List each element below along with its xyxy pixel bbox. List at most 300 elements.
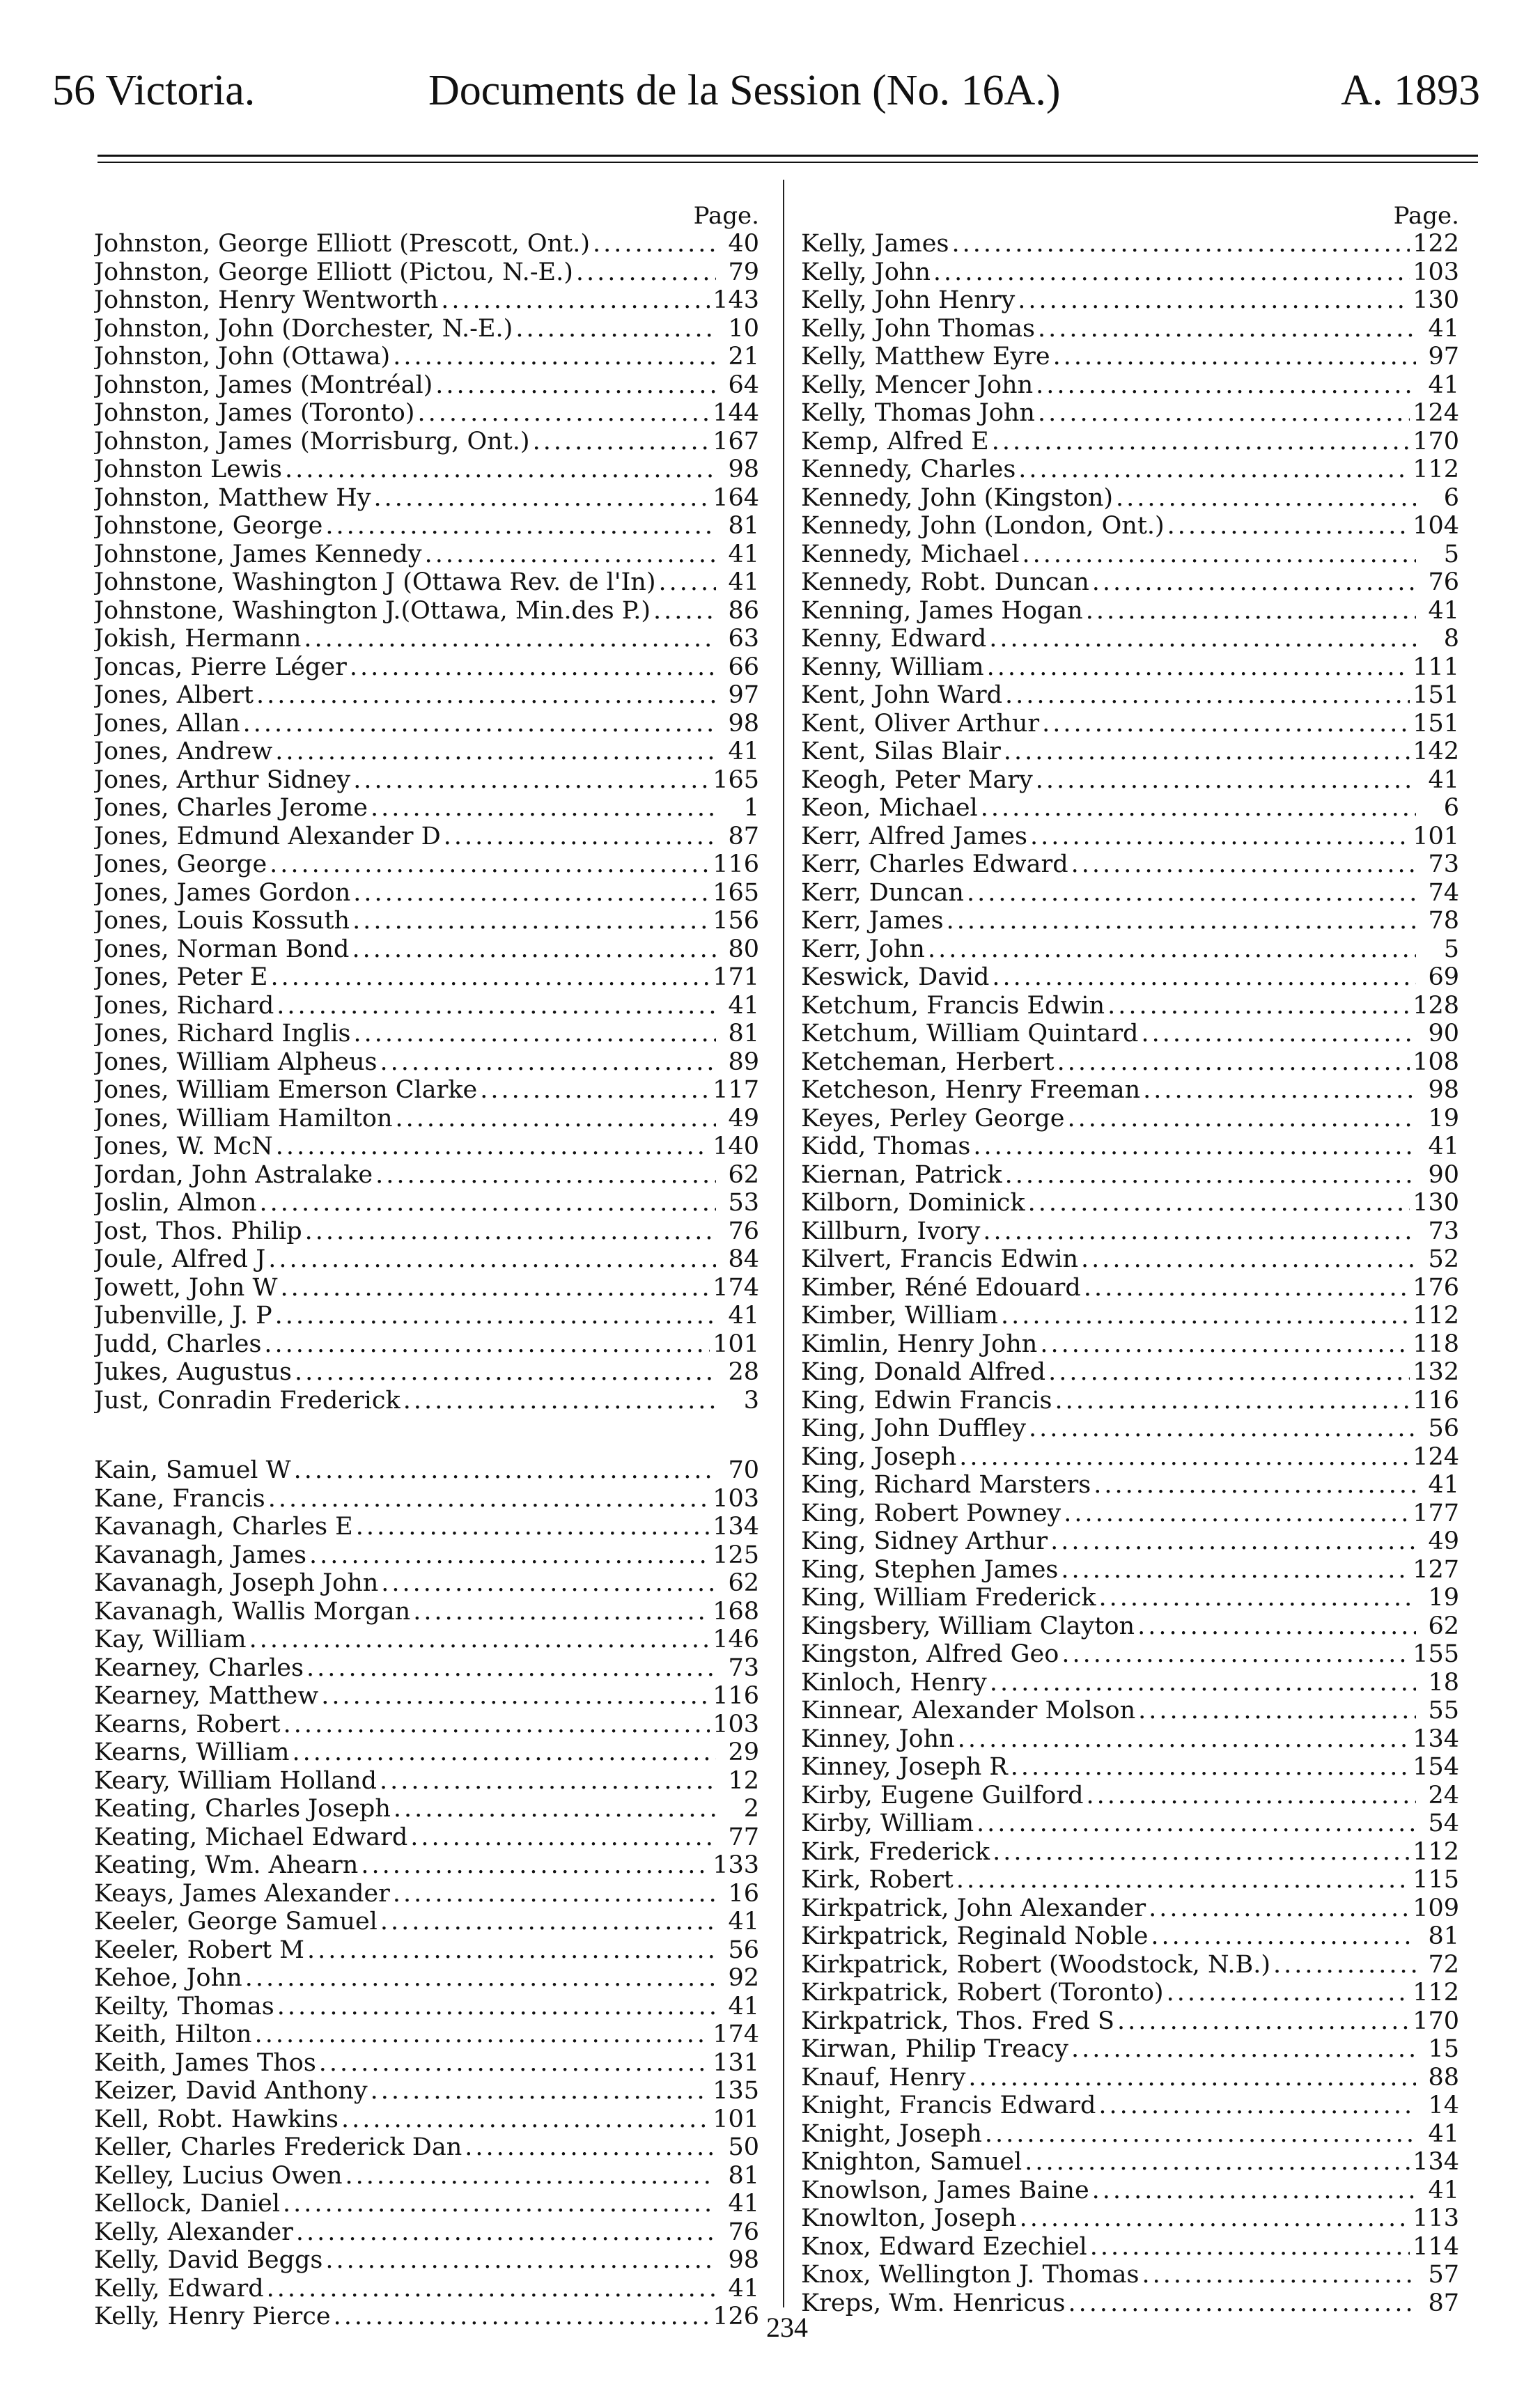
entry-page: 116 bbox=[1413, 1386, 1459, 1415]
entry-name: Keswick, David bbox=[801, 963, 990, 991]
entry-name: Johnston, Matthew Hy bbox=[94, 483, 371, 512]
entry-page: 50 bbox=[728, 2133, 759, 2161]
index-entry bbox=[94, 540, 759, 569]
dot-leader bbox=[1018, 286, 1410, 315]
index-entry bbox=[801, 1640, 1459, 1669]
entry-name: Kelly, Edward bbox=[94, 2274, 264, 2303]
entry-page: 78 bbox=[1428, 907, 1459, 935]
entry-name: Kearney, Charles bbox=[94, 1653, 304, 1682]
index-entry bbox=[94, 1993, 759, 2021]
entry-page: 98 bbox=[1428, 1076, 1459, 1104]
entry-page: 41 bbox=[1428, 1132, 1459, 1160]
entry-page: 130 bbox=[1413, 1189, 1459, 1217]
dot-leader bbox=[267, 2275, 716, 2303]
dot-leader bbox=[977, 1809, 1416, 1838]
entry-name: Kirkpatrick, Robert (Woodstock, N.B.) bbox=[801, 1950, 1271, 1979]
entry-page: 18 bbox=[1428, 1668, 1459, 1697]
column-divider bbox=[783, 180, 784, 2307]
index-entry bbox=[801, 1612, 1459, 1641]
entry-page: 87 bbox=[728, 822, 759, 850]
index-entry bbox=[94, 1964, 759, 1993]
entry-page: 41 bbox=[1428, 2119, 1459, 2148]
dot-leader bbox=[465, 2133, 716, 2162]
entry-name: Keilty, Thomas bbox=[94, 1992, 274, 2021]
dot-leader bbox=[1068, 2289, 1416, 2318]
index-entry bbox=[94, 512, 759, 540]
entry-page: 41 bbox=[728, 540, 759, 568]
entry-page: 118 bbox=[1413, 1330, 1459, 1358]
dot-leader bbox=[306, 1654, 716, 1683]
entry-name: Jones, James Gordon bbox=[94, 878, 351, 907]
dot-leader bbox=[319, 2049, 710, 2078]
dot-leader bbox=[1055, 1387, 1410, 1415]
dot-leader bbox=[1094, 1471, 1416, 1500]
index-entry bbox=[94, 992, 759, 1020]
dot-leader bbox=[1141, 1020, 1416, 1048]
entry-page: 115 bbox=[1413, 1866, 1459, 1894]
index-entry bbox=[94, 315, 759, 343]
entry-page: 112 bbox=[1413, 1837, 1459, 1866]
entry-name: Jones, Richard Inglis bbox=[94, 1020, 351, 1048]
entry-page: 77 bbox=[728, 1823, 759, 1851]
entry-name: Johnston, George Elliott (Prescott, Ont.) bbox=[94, 230, 590, 258]
entry-page: 103 bbox=[713, 1484, 759, 1513]
entry-name: Kelly, John Henry bbox=[801, 286, 1016, 314]
entry-page: 167 bbox=[713, 427, 759, 456]
entry-page: 101 bbox=[1413, 822, 1459, 850]
entry-page: 73 bbox=[1428, 1217, 1459, 1245]
dot-leader bbox=[350, 653, 716, 682]
dot-leader bbox=[380, 1767, 716, 1796]
index-entry bbox=[94, 1738, 759, 1767]
entry-name: Kearns, Robert bbox=[94, 1710, 281, 1738]
index-entry bbox=[94, 1217, 759, 1246]
dot-leader bbox=[334, 2303, 710, 2331]
entry-page: 97 bbox=[728, 681, 759, 709]
entry-name: Kerr, Charles Edward bbox=[801, 850, 1068, 878]
entry-page: 56 bbox=[728, 1936, 759, 1964]
entry-page: 134 bbox=[713, 1513, 759, 1541]
entry-name: Kearney, Matthew bbox=[94, 1682, 319, 1710]
dot-leader bbox=[515, 315, 716, 343]
dot-leader bbox=[1143, 1076, 1416, 1105]
index-entry bbox=[801, 2233, 1459, 2261]
entry-name: Jones, Andrew bbox=[94, 738, 273, 765]
index-entry bbox=[801, 2204, 1459, 2233]
entry-name: Kirk, Robert bbox=[801, 1866, 954, 1894]
dot-leader bbox=[1022, 540, 1416, 569]
dot-leader bbox=[283, 2190, 716, 2218]
entry-name: Kirby, Eugene Guilford bbox=[801, 1781, 1084, 1809]
index-entry bbox=[801, 2120, 1459, 2149]
dot-leader bbox=[294, 1456, 716, 1485]
entry-page: 29 bbox=[728, 1738, 759, 1766]
entry-page: 56 bbox=[1428, 1415, 1459, 1442]
dot-leader bbox=[951, 230, 1410, 258]
index-entry bbox=[94, 1330, 759, 1359]
index-entry bbox=[801, 1020, 1459, 1048]
dot-leader bbox=[305, 1217, 716, 1246]
entry-name: Johnston, James (Morrisburg, Ont.) bbox=[94, 427, 530, 456]
index-entry bbox=[94, 823, 759, 851]
entry-name: Kenning, James Hogan bbox=[801, 596, 1083, 625]
dot-leader bbox=[1098, 2092, 1416, 2120]
index-entry bbox=[801, 2007, 1459, 2036]
dot-leader bbox=[659, 568, 716, 597]
entry-page: 170 bbox=[1413, 2007, 1459, 2035]
entry-page: 40 bbox=[728, 230, 759, 258]
index-entry bbox=[94, 456, 759, 484]
entry-page: 174 bbox=[713, 1273, 759, 1302]
dot-leader bbox=[1048, 1358, 1410, 1387]
entry-name: Kelley, Lucius Owen bbox=[94, 2161, 343, 2190]
index-entry bbox=[94, 1851, 759, 1880]
entry-page: 12 bbox=[728, 1766, 759, 1795]
index-entry bbox=[94, 1908, 759, 1936]
index-entry bbox=[801, 2064, 1459, 2092]
dot-leader bbox=[256, 681, 716, 710]
index-entry bbox=[801, 1415, 1459, 1443]
dot-leader bbox=[345, 2162, 716, 2190]
dot-leader bbox=[1038, 315, 1416, 343]
index-entry bbox=[801, 1866, 1459, 1894]
entry-page: 108 bbox=[1413, 1048, 1459, 1076]
entry-page: 1 bbox=[743, 794, 759, 822]
page-column-heading: Page. bbox=[693, 202, 759, 230]
entry-name: Kinney, Joseph R bbox=[801, 1753, 1008, 1781]
entry-name: Johnstone, Washington J (Ottawa Rev. de l'In) bbox=[94, 568, 656, 596]
entry-name: Kimber, William bbox=[801, 1302, 998, 1330]
entry-name: Jones, Edmund Alexander D bbox=[94, 822, 441, 850]
index-entry bbox=[94, 428, 759, 456]
index-entry bbox=[801, 2177, 1459, 2205]
entry-page: 63 bbox=[728, 625, 759, 653]
index-entry bbox=[94, 371, 759, 400]
index-entry bbox=[801, 258, 1459, 287]
index-entry bbox=[801, 681, 1459, 710]
entry-page: 72 bbox=[1428, 1950, 1459, 1979]
dot-leader bbox=[444, 823, 716, 851]
header-volume: 56 Victoria. bbox=[52, 67, 256, 114]
index-entry bbox=[801, 1132, 1459, 1161]
entry-page: 130 bbox=[1413, 286, 1459, 314]
index-entry bbox=[801, 1245, 1459, 1274]
dot-leader bbox=[352, 935, 716, 964]
index-entry bbox=[94, 794, 759, 823]
entry-name: Kiernan, Patrick bbox=[801, 1160, 1002, 1189]
dot-leader bbox=[1025, 2148, 1410, 2177]
dot-leader bbox=[983, 1217, 1416, 1246]
index-entry bbox=[94, 1541, 759, 1570]
entry-name: Kehoe, John bbox=[94, 1964, 242, 1992]
dot-leader bbox=[992, 428, 1410, 456]
entry-page: 62 bbox=[728, 1569, 759, 1597]
entry-page: 112 bbox=[1413, 456, 1459, 483]
index-entry bbox=[94, 1485, 759, 1513]
entry-page: 151 bbox=[1413, 681, 1459, 709]
entry-name: King, Richard Marsters bbox=[801, 1471, 1091, 1499]
dot-leader bbox=[1167, 512, 1410, 540]
entry-page: 41 bbox=[1428, 2176, 1459, 2204]
entry-name: Kelly, Matthew Eyre bbox=[801, 343, 1050, 371]
index-entry bbox=[801, 1809, 1459, 1838]
entry-name: Kingston, Alfred Geo bbox=[801, 1640, 1059, 1668]
index-entry bbox=[801, 1387, 1459, 1415]
index-entry bbox=[94, 681, 759, 710]
entry-name: Kelly, John bbox=[801, 258, 931, 286]
dot-leader bbox=[361, 1851, 710, 1880]
entry-page: 156 bbox=[713, 907, 759, 935]
index-entry bbox=[94, 1682, 759, 1711]
entry-name: Knox, Wellington J. Thomas bbox=[801, 2261, 1140, 2289]
index-entry bbox=[801, 484, 1459, 513]
index-entry bbox=[94, 1569, 759, 1598]
entry-name: Kay, William bbox=[94, 1626, 247, 1653]
dot-leader bbox=[356, 1513, 710, 1541]
index-entry bbox=[801, 1951, 1459, 1979]
entry-name: Knowlton, Joseph bbox=[801, 2204, 1017, 2232]
index-entry bbox=[801, 512, 1459, 540]
dot-leader bbox=[576, 258, 716, 287]
entry-name: King, Sidney Arthur bbox=[801, 1527, 1048, 1555]
entry-page: 176 bbox=[1413, 1273, 1459, 1302]
index-entry bbox=[801, 935, 1459, 964]
dot-leader bbox=[1087, 1782, 1417, 1810]
dot-leader bbox=[593, 230, 716, 258]
dot-leader bbox=[928, 935, 1416, 964]
entry-name: Ketcheson, Henry Freeman bbox=[801, 1076, 1141, 1104]
entry-page: 41 bbox=[728, 738, 759, 765]
entry-name: Kennedy, Charles bbox=[801, 456, 1016, 483]
index-entry bbox=[94, 963, 759, 992]
entry-name: Keon, Michael bbox=[801, 794, 978, 822]
dot-leader bbox=[956, 1866, 1410, 1894]
entry-page: 86 bbox=[728, 596, 759, 625]
entry-page: 98 bbox=[728, 2246, 759, 2274]
dot-leader bbox=[1029, 1415, 1416, 1443]
entry-page: 76 bbox=[1428, 568, 1459, 596]
entry-name: King, Robert Powney bbox=[801, 1499, 1061, 1527]
entry-name: Jones, Albert bbox=[94, 681, 254, 709]
dot-leader bbox=[307, 1936, 716, 1965]
index-entry bbox=[801, 428, 1459, 456]
index-entry bbox=[94, 230, 759, 258]
index-entry bbox=[94, 766, 759, 795]
index-entry bbox=[94, 1048, 759, 1077]
index-entry bbox=[94, 1358, 759, 1387]
dot-leader bbox=[249, 1626, 710, 1654]
entry-name: Kelly, Alexander bbox=[94, 2218, 293, 2246]
index-entry bbox=[94, 1880, 759, 1908]
dot-leader bbox=[1081, 1245, 1416, 1274]
entry-name: Johnstone, James Kennedy bbox=[94, 540, 422, 568]
index-entry bbox=[94, 710, 759, 738]
entry-page: 41 bbox=[728, 2190, 759, 2218]
entry-name: Keith, Hilton bbox=[94, 2021, 252, 2048]
dot-leader bbox=[260, 1189, 716, 1217]
entry-name: Kelly, Mencer John bbox=[801, 371, 1034, 399]
entry-name: Kain, Samuel W bbox=[94, 1456, 291, 1484]
dot-leader bbox=[967, 879, 1416, 908]
dot-leader bbox=[1018, 456, 1410, 484]
entry-page: 112 bbox=[1413, 1302, 1459, 1330]
entry-name: Kinney, John bbox=[801, 1724, 955, 1753]
dot-leader bbox=[989, 625, 1416, 653]
entry-name: Kilvert, Francis Edwin bbox=[801, 1245, 1079, 1273]
dot-leader bbox=[380, 1048, 716, 1077]
dot-leader bbox=[380, 1908, 716, 1936]
entry-page: 64 bbox=[728, 371, 759, 399]
dot-leader bbox=[992, 963, 1416, 992]
dot-leader bbox=[1040, 1330, 1410, 1359]
entry-page: 114 bbox=[1413, 2232, 1459, 2261]
index-entry bbox=[94, 907, 759, 935]
entry-page: 73 bbox=[728, 1653, 759, 1682]
page-column-heading: Page. bbox=[1393, 202, 1459, 230]
index-entry bbox=[801, 1330, 1459, 1359]
dot-leader bbox=[959, 1443, 1410, 1472]
entry-page: 41 bbox=[1428, 765, 1459, 794]
dot-leader bbox=[280, 1274, 710, 1302]
dot-leader bbox=[990, 1669, 1416, 1697]
dot-leader bbox=[374, 484, 710, 513]
dot-leader bbox=[1084, 1274, 1410, 1302]
index-entry bbox=[94, 1936, 759, 1965]
dot-leader bbox=[993, 1838, 1410, 1867]
entry-name: Jones, Norman Bond bbox=[94, 935, 350, 963]
dot-leader bbox=[1028, 1189, 1410, 1217]
entry-name: Kent, Oliver Arthur bbox=[801, 709, 1040, 738]
entry-name: Kavanagh, Joseph John bbox=[94, 1569, 379, 1597]
entry-page: 140 bbox=[713, 1132, 759, 1160]
index-entry bbox=[94, 2303, 759, 2331]
index-entry bbox=[94, 935, 759, 964]
index-entry bbox=[801, 2148, 1459, 2177]
dot-leader bbox=[973, 1132, 1416, 1161]
dot-leader bbox=[1138, 1697, 1416, 1725]
entry-name: Keary, William Holland bbox=[94, 1766, 378, 1795]
entry-page: 134 bbox=[1413, 1724, 1459, 1753]
entry-page: 41 bbox=[728, 1908, 759, 1936]
index-entry bbox=[801, 1753, 1459, 1782]
entry-name: Johnston Lewis bbox=[94, 456, 283, 483]
index-entry bbox=[801, 2261, 1459, 2289]
entry-page: 101 bbox=[713, 1330, 759, 1358]
index-entry bbox=[801, 1922, 1459, 1951]
entry-name: Kidd, Thomas bbox=[801, 1132, 971, 1160]
index-entry bbox=[94, 286, 759, 315]
entry-name: Jones, George bbox=[94, 850, 267, 878]
entry-page: 127 bbox=[1413, 1555, 1459, 1584]
entry-page: 5 bbox=[1443, 935, 1459, 963]
dot-leader bbox=[417, 399, 710, 428]
index-entry bbox=[801, 1189, 1459, 1217]
dot-leader bbox=[1151, 1922, 1416, 1951]
entry-page: 103 bbox=[713, 1710, 759, 1738]
entry-page: 90 bbox=[1428, 1160, 1459, 1189]
entry-page: 109 bbox=[1413, 1894, 1459, 1922]
index-entry bbox=[94, 1767, 759, 1796]
entry-page: 8 bbox=[1443, 625, 1459, 653]
entry-page: 104 bbox=[1413, 512, 1459, 540]
index-entry bbox=[801, 625, 1459, 653]
entry-name: King, John Duffley bbox=[801, 1415, 1026, 1442]
index-entry bbox=[94, 1795, 759, 1823]
entry-name: Johnston, Henry Wentworth bbox=[94, 286, 439, 314]
entry-page: 112 bbox=[1413, 1979, 1459, 2007]
entry-page: 142 bbox=[1413, 738, 1459, 765]
entry-name: Kennedy, John (Kingston) bbox=[801, 483, 1114, 512]
entry-page: 6 bbox=[1443, 794, 1459, 822]
index-entry bbox=[801, 2092, 1459, 2120]
index-entry bbox=[801, 992, 1459, 1020]
entry-name: Kirwan, Philip Treacy bbox=[801, 2035, 1068, 2063]
entry-page: 154 bbox=[1413, 1753, 1459, 1781]
index-entry bbox=[94, 1274, 759, 1302]
entry-name: Kilborn, Dominick bbox=[801, 1189, 1025, 1217]
entry-page: 177 bbox=[1413, 1499, 1459, 1527]
entry-name: Judd, Charles bbox=[94, 1330, 262, 1358]
entry-page: 170 bbox=[1413, 427, 1459, 456]
index-entry bbox=[801, 1527, 1459, 1556]
index-entry bbox=[94, 2021, 759, 2049]
entry-page: 81 bbox=[728, 1020, 759, 1048]
index-entry bbox=[801, 738, 1459, 766]
index-entry bbox=[801, 1979, 1459, 2007]
index-entry bbox=[801, 1302, 1459, 1330]
entry-page: 49 bbox=[728, 1104, 759, 1132]
entry-name: Kane, Francis bbox=[94, 1484, 265, 1513]
dot-leader bbox=[480, 1076, 710, 1105]
page-number: 234 bbox=[766, 2312, 808, 2343]
index-entry bbox=[801, 1105, 1459, 1133]
index-entry bbox=[94, 1513, 759, 1541]
dot-leader bbox=[1117, 2007, 1410, 2036]
entry-name: Kerr, James bbox=[801, 907, 944, 935]
dot-leader bbox=[1086, 597, 1416, 625]
index-entry bbox=[801, 766, 1459, 795]
index-entry bbox=[801, 1584, 1459, 1612]
entry-page: 98 bbox=[728, 456, 759, 483]
dot-leader bbox=[1273, 1951, 1416, 1979]
index-entry bbox=[94, 2275, 759, 2303]
entry-name: Jokish, Hermann bbox=[94, 625, 302, 653]
index-entry bbox=[801, 653, 1459, 682]
page-header bbox=[52, 66, 1480, 122]
entry-page: 74 bbox=[1428, 878, 1459, 907]
entry-page: 52 bbox=[1428, 1245, 1459, 1273]
entry-name: Joncas, Pierre Léger bbox=[94, 653, 347, 681]
entry-page: 41 bbox=[1428, 371, 1459, 399]
dot-leader bbox=[275, 1302, 716, 1330]
entry-name: Johnston, John (Dorchester, N.-E.) bbox=[94, 314, 513, 343]
dot-leader bbox=[410, 1823, 716, 1852]
index-entry bbox=[94, 597, 759, 625]
entry-name: Knowlson, James Baine bbox=[801, 2176, 1089, 2204]
dot-leader bbox=[1005, 1161, 1416, 1190]
index-entry bbox=[94, 2049, 759, 2078]
index-entry bbox=[94, 343, 759, 371]
dot-leader bbox=[947, 907, 1416, 935]
index-entry bbox=[94, 1076, 759, 1105]
entry-page: 146 bbox=[713, 1626, 759, 1653]
dot-leader bbox=[270, 850, 710, 879]
entry-name: Kerr, Alfred James bbox=[801, 822, 1027, 850]
dot-leader bbox=[264, 1330, 710, 1359]
index-entry bbox=[94, 1302, 759, 1330]
dot-leader bbox=[1030, 823, 1410, 851]
dot-leader bbox=[276, 1132, 710, 1161]
